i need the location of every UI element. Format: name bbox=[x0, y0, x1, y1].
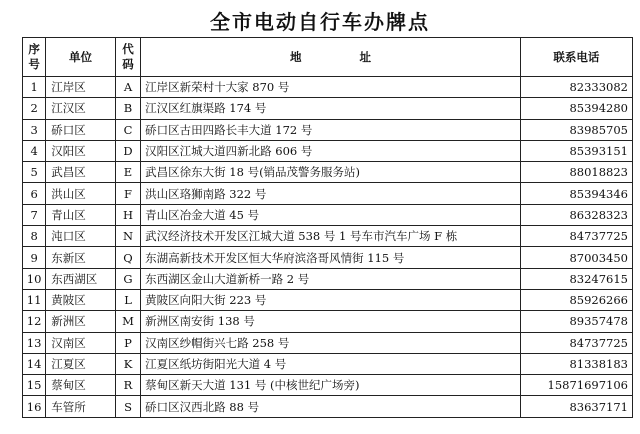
header-no-line1: 序 bbox=[28, 42, 40, 56]
cell-code: B bbox=[115, 98, 140, 119]
cell-code: L bbox=[115, 289, 140, 310]
cell-unit: 新洲区 bbox=[46, 311, 116, 332]
table-row bbox=[23, 353, 633, 374]
cell-address: 武昌区徐东大街 18 号(销品茂警务服务站) bbox=[141, 162, 521, 183]
cell-unit: 车管所 bbox=[46, 396, 116, 417]
cell-phone: 84737725 bbox=[520, 226, 632, 247]
cell-phone: 82333082 bbox=[520, 77, 632, 98]
cell-phone: 83637171 bbox=[520, 396, 632, 417]
cell-unit: 黄陂区 bbox=[46, 289, 116, 310]
cell-address: 江汉区红旗渠路 174 号 bbox=[141, 98, 521, 119]
table-row bbox=[23, 375, 633, 396]
table-row bbox=[23, 289, 633, 310]
cell-code: A bbox=[115, 77, 140, 98]
cell-address: 新洲区南安街 138 号 bbox=[141, 311, 521, 332]
header-phone: 联系电话 bbox=[520, 38, 632, 77]
table-row bbox=[23, 332, 633, 353]
header-code-line1: 代 bbox=[122, 42, 134, 56]
cell-no: 1 bbox=[23, 77, 46, 98]
table-row bbox=[23, 119, 633, 140]
table-row bbox=[23, 247, 633, 268]
cell-address: 青山区冶金大道 45 号 bbox=[141, 204, 521, 225]
header-address-label: 地址 bbox=[289, 49, 429, 64]
cell-unit: 汉阳区 bbox=[46, 140, 116, 161]
cell-phone: 88018823 bbox=[520, 162, 632, 183]
cell-phone: 87003450 bbox=[520, 247, 632, 268]
cell-code: N bbox=[115, 226, 140, 247]
cell-address: 武汉经济技术开发区江城大道 538 号 1 号车市汽车广场 F 栋 bbox=[141, 226, 521, 247]
cell-phone: 85394346 bbox=[520, 183, 632, 204]
cell-phone: 85394280 bbox=[520, 98, 632, 119]
cell-unit: 东西湖区 bbox=[46, 268, 116, 289]
cell-code: R bbox=[115, 375, 140, 396]
table-row bbox=[23, 77, 633, 98]
cell-unit: 洪山区 bbox=[46, 183, 116, 204]
table-body bbox=[23, 77, 633, 418]
cell-address: 硚口区古田四路长丰大道 172 号 bbox=[141, 119, 521, 140]
header-no-line2: 号 bbox=[28, 57, 40, 71]
table-row bbox=[23, 311, 633, 332]
header-code-line2: 码 bbox=[122, 57, 134, 71]
cell-address: 东湖高新技术开发区恒大华府滨洛哥风情街 115 号 bbox=[141, 247, 521, 268]
cell-code: P bbox=[115, 332, 140, 353]
cell-phone: 85393151 bbox=[520, 140, 632, 161]
cell-address: 东西湖区金山大道新桥一路 2 号 bbox=[141, 268, 521, 289]
cell-no: 5 bbox=[23, 162, 46, 183]
cell-address: 硚口区汉西北路 88 号 bbox=[141, 396, 521, 417]
cell-no: 9 bbox=[23, 247, 46, 268]
page-title: 全市电动自行车办牌点 bbox=[210, 10, 430, 34]
cell-no: 10 bbox=[23, 268, 46, 289]
cell-no: 11 bbox=[23, 289, 46, 310]
cell-phone: 83247615 bbox=[520, 268, 632, 289]
cell-code: M bbox=[115, 311, 140, 332]
cell-code: F bbox=[115, 183, 140, 204]
cell-code: E bbox=[115, 162, 140, 183]
cell-unit: 硚口区 bbox=[46, 119, 116, 140]
cell-address: 江岸区新荣村十大家 870 号 bbox=[141, 77, 521, 98]
cell-address: 蔡甸区新天大道 131 号 (中核世纪广场旁) bbox=[141, 375, 521, 396]
cell-code: H bbox=[115, 204, 140, 225]
cell-phone: 81338183 bbox=[520, 353, 632, 374]
cell-no: 4 bbox=[23, 140, 46, 161]
table-row bbox=[23, 162, 633, 183]
cell-no: 13 bbox=[23, 332, 46, 353]
cell-no: 7 bbox=[23, 204, 46, 225]
cell-code: S bbox=[115, 396, 140, 417]
cell-code: G bbox=[115, 268, 140, 289]
cell-phone: 85926266 bbox=[520, 289, 632, 310]
cell-phone: 15871697106 bbox=[520, 375, 632, 396]
table-row bbox=[23, 140, 633, 161]
cell-no: 8 bbox=[23, 226, 46, 247]
cell-phone: 84737725 bbox=[520, 332, 632, 353]
cell-no: 15 bbox=[23, 375, 46, 396]
header-unit: 单位 bbox=[46, 38, 116, 77]
cell-phone: 83985705 bbox=[520, 119, 632, 140]
header-address bbox=[141, 38, 521, 77]
cell-no: 16 bbox=[23, 396, 46, 417]
cell-address: 汉南区纱帽街兴七路 258 号 bbox=[141, 332, 521, 353]
table-row bbox=[23, 396, 633, 417]
cell-unit: 汉南区 bbox=[46, 332, 116, 353]
cell-no: 2 bbox=[23, 98, 46, 119]
table-row bbox=[23, 183, 633, 204]
registration-points-table bbox=[22, 37, 633, 418]
cell-unit: 武昌区 bbox=[46, 162, 116, 183]
cell-unit: 沌口区 bbox=[46, 226, 116, 247]
cell-phone: 89357478 bbox=[520, 311, 632, 332]
cell-phone: 86328323 bbox=[520, 204, 632, 225]
table-row bbox=[23, 268, 633, 289]
cell-unit: 江岸区 bbox=[46, 77, 116, 98]
table-header-row bbox=[23, 38, 633, 77]
cell-no: 6 bbox=[23, 183, 46, 204]
cell-address: 汉阳区江城大道四新北路 606 号 bbox=[141, 140, 521, 161]
cell-code: C bbox=[115, 119, 140, 140]
cell-code: Q bbox=[115, 247, 140, 268]
header-code bbox=[115, 38, 140, 77]
cell-unit: 东新区 bbox=[46, 247, 116, 268]
cell-code: D bbox=[115, 140, 140, 161]
cell-unit: 蔡甸区 bbox=[46, 375, 116, 396]
table-row bbox=[23, 204, 633, 225]
cell-address: 黄陂区向阳大街 223 号 bbox=[141, 289, 521, 310]
cell-unit: 江夏区 bbox=[46, 353, 116, 374]
cell-unit: 青山区 bbox=[46, 204, 116, 225]
cell-unit: 江汉区 bbox=[46, 98, 116, 119]
cell-address: 江夏区纸坊街阳光大道 4 号 bbox=[141, 353, 521, 374]
cell-no: 12 bbox=[23, 311, 46, 332]
cell-address: 洪山区珞狮南路 322 号 bbox=[141, 183, 521, 204]
cell-no: 3 bbox=[23, 119, 46, 140]
cell-no: 14 bbox=[23, 353, 46, 374]
header-no bbox=[23, 38, 46, 77]
table-row bbox=[23, 226, 633, 247]
table-row bbox=[23, 98, 633, 119]
cell-code: K bbox=[115, 353, 140, 374]
